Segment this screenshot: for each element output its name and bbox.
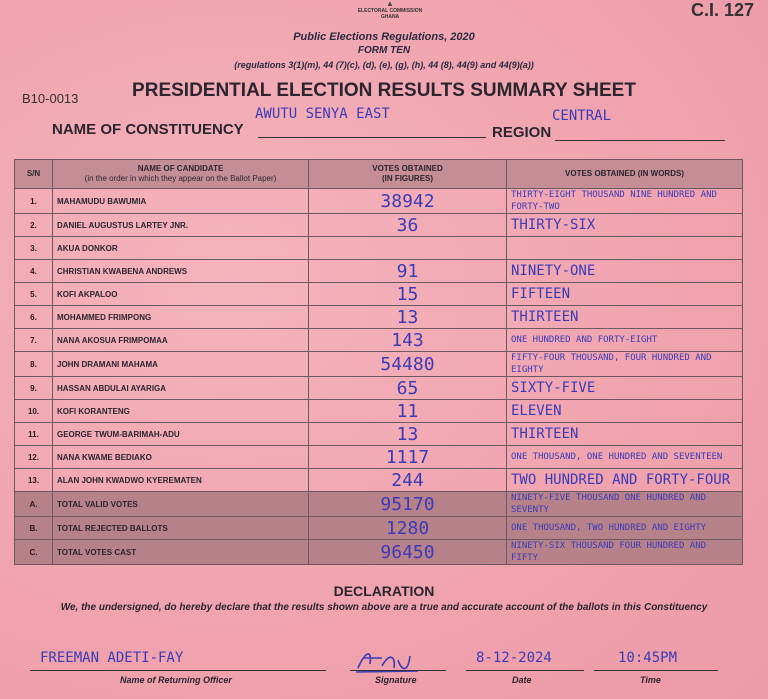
votes-figures: 95170 <box>309 492 507 517</box>
votes-words: ONE HUNDRED AND FORTY-EIGHT <box>507 329 743 352</box>
commission-name: ELECTORAL COMMISSION GHANA <box>357 8 423 20</box>
row-sn: 10. <box>15 400 53 423</box>
constituency-value: AWUTU SENYA EAST <box>255 106 390 122</box>
candidate-row <box>15 189 743 214</box>
votes-figures: 13 <box>309 423 507 446</box>
form-name: FORM TEN <box>357 45 411 56</box>
votes-words: ONE THOUSAND, TWO HUNDRED AND EIGHTY <box>507 517 743 540</box>
candidate-name: KOFI AKPALOO <box>53 283 309 306</box>
votes-words: THIRTEEN <box>507 423 743 446</box>
officer-name: FREEMAN ADETI-FAY <box>40 650 184 666</box>
candidate-row <box>15 214 743 237</box>
votes-words: FIFTY-FOUR THOUSAND, FOUR HUNDRED AND EIGHTY <box>507 352 743 377</box>
constituency-label: NAME OF CONSTITUENCY <box>52 121 244 138</box>
row-sn: 12. <box>15 446 53 469</box>
eagle-emblem-icon: ▲ <box>386 0 394 8</box>
row-sn: 1. <box>15 189 53 214</box>
votes-words: SIXTY-FIVE <box>507 377 743 400</box>
votes-figures: 38942 <box>309 189 507 214</box>
col-candidate-title: NAME OF CANDIDATE <box>137 164 224 173</box>
votes-words: THIRTEEN <box>507 306 743 329</box>
table-header-row <box>15 160 743 189</box>
regulations-ref: (regulations 3(1)(m), 44 (7)(c), (d), (e), (g), (h), 44 (8), 44(9) and 44(9)(a)) <box>234 60 534 70</box>
signature-line <box>350 670 446 671</box>
col-figures-note: (IN FIGURES) <box>381 174 434 183</box>
results-table <box>14 159 743 565</box>
candidate-name: KOFI KORANTENG <box>53 400 309 423</box>
ci-number: C.I. 127 <box>690 0 754 20</box>
region-label: REGION <box>492 124 552 141</box>
candidate-name: TOTAL REJECTED BALLOTS <box>53 517 309 540</box>
signature-label: Signature <box>375 675 417 685</box>
time-value: 10:45PM <box>618 650 678 666</box>
row-sn: 5. <box>15 283 53 306</box>
candidate-name: GEORGE TWUM-BARIMAH-ADU <box>53 423 309 446</box>
constituency-line <box>258 137 486 138</box>
row-sn: 7. <box>15 329 53 352</box>
votes-words: TWO HUNDRED AND FORTY-FOUR <box>507 469 743 492</box>
row-sn: 3. <box>15 237 53 260</box>
candidate-name: NANA AKOSUA FRIMPOMAA <box>53 329 309 352</box>
candidate-row <box>15 283 743 306</box>
candidate-row <box>15 423 743 446</box>
candidate-row <box>15 446 743 469</box>
candidate-name: MOHAMMED FRIMPONG <box>53 306 309 329</box>
votes-words: THIRTY-EIGHT THOUSAND NINE HUNDRED AND FORTY-TWO <box>507 189 743 214</box>
votes-figures: 13 <box>309 306 507 329</box>
candidate-row <box>15 237 743 260</box>
votes-figures: 36 <box>309 214 507 237</box>
time-label: Time <box>640 675 661 685</box>
candidate-name: HASSAN ABDULAI AYARIGA <box>53 377 309 400</box>
officer-label: Name of Returning Officer <box>120 675 232 685</box>
candidate-row <box>15 306 743 329</box>
row-sn: 9. <box>15 377 53 400</box>
candidate-name: CHRISTIAN KWABENA ANDREWS <box>53 260 309 283</box>
row-sn: A. <box>15 492 53 517</box>
page-title: PRESIDENTIAL ELECTION RESULTS SUMMARY SHEET <box>132 80 636 101</box>
candidate-row <box>15 352 743 377</box>
date-value: 8-12-2024 <box>476 650 552 666</box>
total-row <box>15 517 743 540</box>
col-candidate <box>53 160 309 189</box>
candidate-name: AKUA DONKOR <box>53 237 309 260</box>
candidate-row <box>15 400 743 423</box>
votes-words: FIFTEEN <box>507 283 743 306</box>
votes-figures: 244 <box>309 469 507 492</box>
votes-figures: 96450 <box>309 540 507 565</box>
candidate-name: DANIEL AUGUSTUS LARTEY JNR. <box>53 214 309 237</box>
regulations-title: Public Elections Regulations, 2020 <box>293 31 475 43</box>
votes-figures: 11 <box>309 400 507 423</box>
votes-figures: 1117 <box>309 446 507 469</box>
time-line <box>594 670 718 671</box>
date-label: Date <box>512 675 532 685</box>
form-code: B10-0013 <box>22 91 79 106</box>
votes-figures: 91 <box>309 260 507 283</box>
col-words: VOTES OBTAINED (IN WORDS) <box>507 160 743 189</box>
row-sn: 11. <box>15 423 53 446</box>
candidate-name: NANA KWAME BEDIAKO <box>53 446 309 469</box>
declaration-title: DECLARATION <box>333 583 435 599</box>
votes-words: NINETY-ONE <box>507 260 743 283</box>
col-candidate-note: (in the order in which they appear on the Ballot Paper) <box>84 174 277 183</box>
col-figures <box>309 160 507 189</box>
votes-words: THIRTY-SIX <box>507 214 743 237</box>
row-sn: B. <box>15 517 53 540</box>
candidate-row <box>15 469 743 492</box>
candidate-row <box>15 260 743 283</box>
row-sn: C. <box>15 540 53 565</box>
votes-figures: 15 <box>309 283 507 306</box>
candidate-row <box>15 377 743 400</box>
total-row <box>15 492 743 517</box>
candidate-name: JOHN DRAMANI MAHAMA <box>53 352 309 377</box>
votes-figures: 1280 <box>309 517 507 540</box>
row-sn: 6. <box>15 306 53 329</box>
votes-words: ONE THOUSAND, ONE HUNDRED AND SEVENTEEN <box>507 446 743 469</box>
votes-figures: 143 <box>309 329 507 352</box>
row-sn: 2. <box>15 214 53 237</box>
candidate-name: TOTAL VALID VOTES <box>53 492 309 517</box>
votes-words: NINETY-FIVE THOUSAND ONE HUNDRED AND SEVENTY <box>507 492 743 517</box>
total-row <box>15 540 743 565</box>
row-sn: 13. <box>15 469 53 492</box>
row-sn: 8. <box>15 352 53 377</box>
votes-words: NINETY-SIX THOUSAND FOUR HUNDRED AND FIFTY <box>507 540 743 565</box>
row-sn: 4. <box>15 260 53 283</box>
col-sn: S/N <box>15 160 53 189</box>
votes-figures <box>309 237 507 260</box>
votes-words <box>507 237 743 260</box>
region-line <box>555 140 725 141</box>
officer-line <box>30 670 326 671</box>
signature-mark <box>352 646 422 676</box>
commission-seal <box>355 0 425 20</box>
votes-figures: 65 <box>309 377 507 400</box>
candidate-name: TOTAL VOTES CAST <box>53 540 309 565</box>
col-figures-title: VOTES OBTAINED <box>372 164 443 173</box>
declaration-text: We, the undersigned, do hereby declare that the results shown above are a true and accurate account of the ballots in this Constituency <box>60 602 708 613</box>
date-line <box>466 670 584 671</box>
candidate-name: MAHAMUDU BAWUMIA <box>53 189 309 214</box>
votes-words: ELEVEN <box>507 400 743 423</box>
candidate-name: ALAN JOHN KWADWO KYEREMATEN <box>53 469 309 492</box>
region-value: CENTRAL <box>552 108 612 124</box>
candidate-row <box>15 329 743 352</box>
votes-figures: 54480 <box>309 352 507 377</box>
